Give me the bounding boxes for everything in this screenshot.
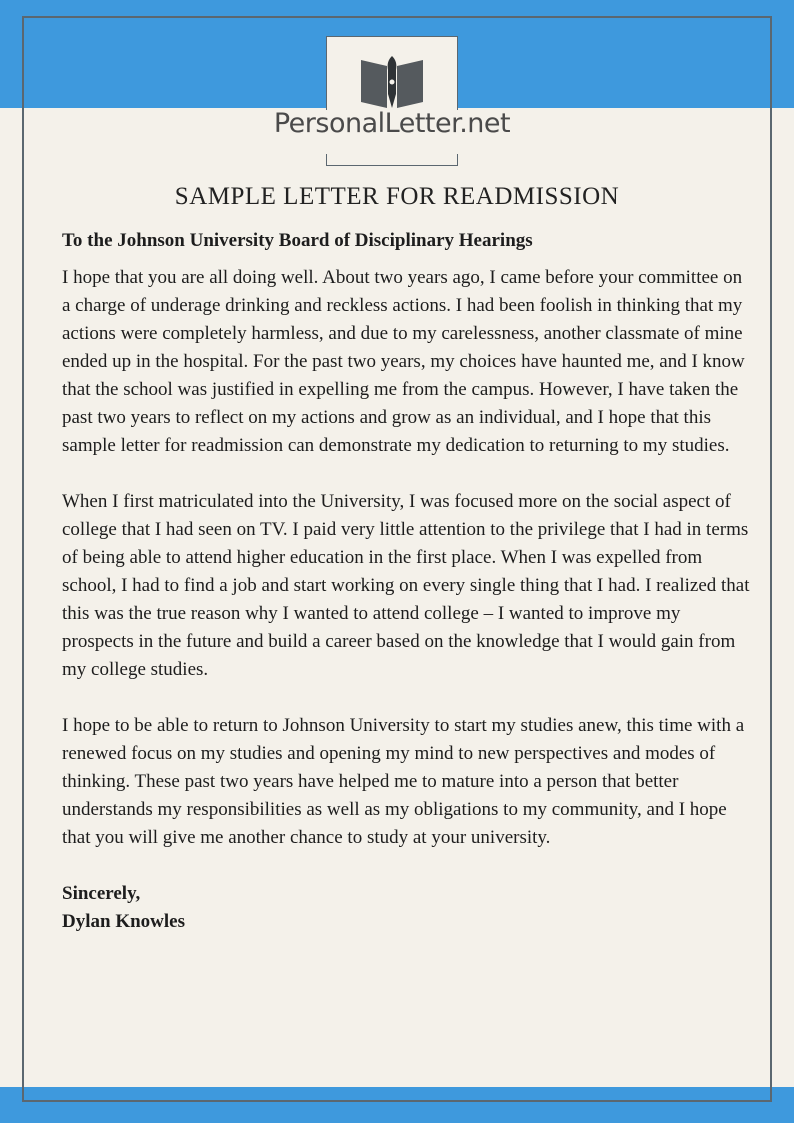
paragraph-2: When I first matriculated into the University, I was focused more on the social aspect of college that I had seen on TV. I paid very little attention to the privilege that I had in terms of being able to attend higher education in the first place. When I was expelled from school, I had to find a job and start working on every single thing that I had. I realized that this was the true reason why I wanted to attend college – I wanted to improve my prospects in the future and build a career based on the knowledge that I would gain from my college studies. [62, 491, 750, 680]
book-pen-icon [359, 54, 425, 110]
signature-name: Dylan Knowles [62, 911, 185, 932]
salutation: To the Johnson University Board of Disciplinary Hearings [62, 230, 533, 251]
letter-title: SAMPLE LETTER FOR READMISSION [174, 183, 620, 210]
paragraph-3: I hope to be able to return to Johnson University to start my studies anew, this time with a renewed focus on my studies and opening my mind to new perspectives and modes of thinking. These past two years have helped me to mature into a person that better understands my responsibilities as well as my obligations to my community, and I hope that you will give me another chance to study at your university. [62, 715, 745, 848]
paragraph-1: I hope that you are all doing well. About two years ago, I came before your committee on a charge of underage drinking and reckless actions. I had been foolish in thinking that my actions were completely harmless, and due to my carelessness, another classmate of mine ended up in the hospital. For the past two years, my choices have haunted me, and I know that the school was justified in expelling me from the campus. However, I have taken the past two years to reflect on my actions and grow as an individual, and I hope that this sample letter for readmission can demonstrate my dedication to returning to my studies. [62, 267, 745, 456]
closing: Sincerely, [62, 883, 141, 904]
logo-text: PersonalLetter.net [273, 108, 511, 139]
letter-body [62, 228, 752, 936]
logo-underline-bracket [326, 154, 458, 166]
